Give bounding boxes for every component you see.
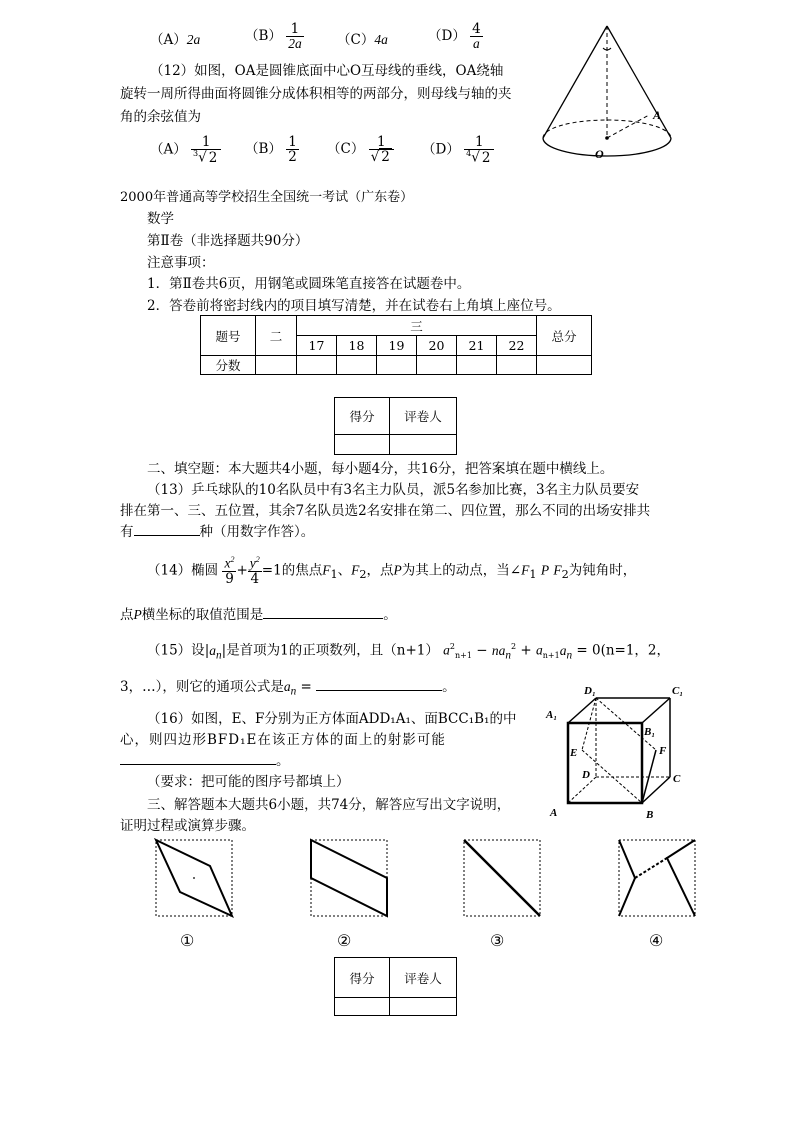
- cube-label-a1: A₁: [546, 709, 558, 721]
- grader-box-1: [334, 397, 457, 455]
- score-table-sub: 21: [457, 336, 497, 356]
- q12-line2: 旋转一周所得曲面将圆锥分成体积相等的两部分，则母线与轴的夹: [120, 86, 512, 102]
- q13-answer-blank: [134, 523, 200, 536]
- notes-title: 注意事项：: [147, 255, 215, 271]
- exam-title: 2000年普通高等学校招生全国统一考试（广东卷）: [120, 190, 414, 205]
- q12-option-c: （C） $\frac{1}{√ 2}$: [327, 135, 394, 164]
- q16-answer-blank: [120, 752, 276, 765]
- projection-figure-1: [150, 836, 240, 951]
- section3-line2: 证明过程或演算步骤。: [120, 818, 255, 834]
- q15-line1: （15）设$|a_n|$是首项为1的正项数列，且（n+1） $a^2_{n+1} - na_n^2 + a_{n+1}a_n = 0(n=1$，2，: [147, 642, 671, 662]
- grader-box-score-label: 得分: [335, 398, 390, 435]
- cone-label-o: O: [595, 147, 604, 161]
- q15-line2: 3，…），则它的通项公式是$a_n$ = 。: [120, 679, 456, 698]
- part-title: 第Ⅱ卷（非选择题共90分）: [147, 233, 309, 249]
- cube-label-b: B: [646, 809, 654, 821]
- section2-intro: 二、填空题：本大题共4小题，每小题4分，共16分，把答案填在题中横线上。: [147, 461, 614, 477]
- grader-box-grader-label: 评卷人: [390, 958, 457, 998]
- q14-line2: 点P横坐标的取值范围是 。: [120, 607, 397, 623]
- score-table-sub: 22: [497, 336, 537, 356]
- note-2: 2．答卷前将密封线内的项目填写清楚，并在试卷右上角填上座位号。: [147, 298, 561, 314]
- grader-box-2: [334, 957, 457, 1016]
- projection-figure-3: [458, 836, 548, 951]
- subject: 数学: [147, 211, 174, 227]
- cone-label-a: A: [653, 108, 662, 122]
- figure-label-1: ①: [180, 933, 195, 950]
- cube-label-b1: B₁: [644, 726, 656, 738]
- cube-label-e: E: [570, 747, 578, 759]
- score-table-label-number: 题号: [201, 316, 256, 356]
- projection-figure-2: [305, 836, 395, 951]
- cube-figure: [540, 680, 700, 825]
- q12-line3: 角的余弦值为: [120, 109, 201, 125]
- score-table-label-score: 分数: [201, 356, 256, 375]
- q16-requirement: （要求：把可能的图序号都填上）: [147, 774, 350, 790]
- section3-line1: 三、解答题本大题共6小题，共74分，解答应写出文字说明，: [147, 797, 511, 813]
- score-table-col-three: 三: [297, 316, 537, 336]
- score-table-sub: 17: [297, 336, 337, 356]
- q14-line1: （14）椭圆 $\frac{x^2}{9}$ + $\frac{y^2}{4}$ =1的焦点$F_1$、$F_2$，点P为其上的动点，当$\angle F_1$ P $F_2$为钝角时，: [147, 555, 637, 587]
- figure-label-3: ③: [490, 933, 505, 950]
- q13-line2: 排在第一、三、五位置，其余7名队员选2名安排在第二、四位置，那么不同的出场安排共: [120, 503, 651, 519]
- score-table-sub: 19: [377, 336, 417, 356]
- score-table-sub: 20: [417, 336, 457, 356]
- q12-line1: （12）如图，OA是圆锥底面中心O互母线的垂线，OA绕轴: [150, 63, 504, 79]
- grader-box-score-label: 得分: [335, 958, 390, 998]
- q12-option-b: （B） $\frac{1}{2}$: [245, 134, 297, 166]
- q15-answer-blank: [316, 678, 442, 691]
- q13-line3: 有 种（用数字作答）。: [120, 524, 315, 540]
- cube-label-f: F: [659, 745, 667, 757]
- q12-option-d: （D） $\frac{1}{^4√ 2}$: [422, 135, 494, 165]
- q13-line1: （13）乒乓球队的10名队员中有3名主力队员，派5名参加比赛，3名主力队员要安: [147, 482, 640, 498]
- figure-label-2: ②: [337, 933, 352, 950]
- score-table-total: 总分: [537, 316, 592, 356]
- q16-line3: 。: [120, 750, 290, 773]
- cube-label-c1: C₁: [672, 685, 684, 697]
- q11-option-d: （D） $\frac{4}{a}$: [428, 21, 481, 52]
- q11-option-c: （C）4a: [337, 32, 388, 48]
- q12-option-a: （A） $\frac{1}{^3√ 2}$: [150, 135, 221, 165]
- figure-label-4: ④: [649, 933, 664, 950]
- score-table: [200, 315, 592, 375]
- cube-label-d1: D₁: [584, 685, 596, 697]
- cone-figure: [535, 20, 695, 180]
- q16-line2: 心，则四边形BFD₁E在该正方体的面上的射影可能: [120, 732, 446, 748]
- score-table-col-two: 二: [256, 316, 297, 356]
- q11-option-b: （B） $\frac{1}{2a}$: [245, 21, 302, 52]
- q11-option-a: （A）2a: [150, 32, 201, 48]
- q16-line1: （16）如图，E、F分别为正方体面ADD₁A₁、面BCC₁B₁的中: [147, 711, 517, 727]
- cube-label-d: D: [582, 769, 590, 781]
- grader-box-grader-label: 评卷人: [390, 398, 457, 435]
- note-1: 1．第Ⅱ卷共6页，用钢笔或圆珠笔直接答在试题卷中。: [147, 276, 471, 292]
- cube-label-a: A: [550, 807, 558, 819]
- q14-answer-blank: [263, 606, 383, 619]
- score-table-sub: 18: [337, 336, 377, 356]
- cube-label-c: C: [673, 773, 681, 785]
- projection-figure-4: [613, 836, 703, 951]
